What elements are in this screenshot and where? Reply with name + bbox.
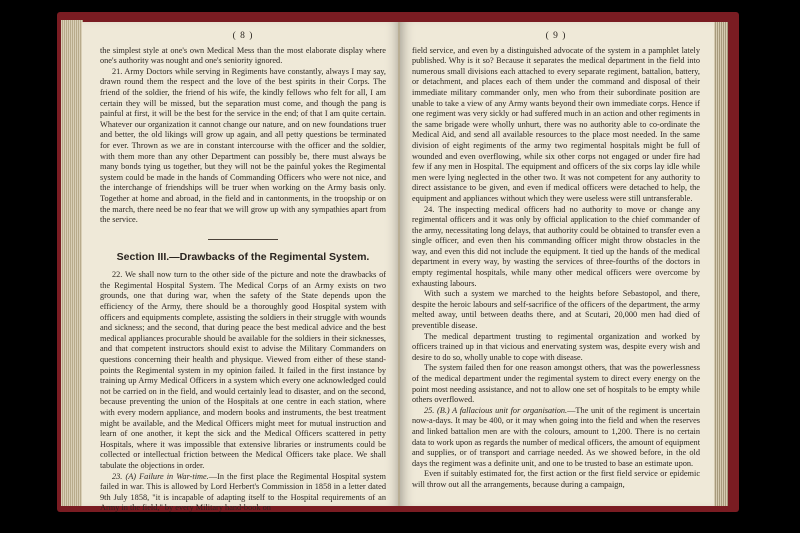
section-heading: Section III.—Drawbacks of the Regimental System. (116, 250, 370, 263)
paragraph-even-if: Even if suitably estimated for, the first action or the first field service or epidemic will throw out all the arrangements, because during a campaign, (412, 469, 700, 489)
right-page (400, 22, 714, 506)
paragraph-23 (100, 472, 386, 514)
page-number-right: ( 9 ) (545, 31, 567, 41)
page-number-left: ( 8 ) (232, 31, 254, 41)
paragraph-system-failed: The system failed then for one reason amongst others, that was the powerlessness of the medical department under the regimental system to direct every energy on the point most needing assistance, and not to allow one set of hospitals to be empty while others overflowed. (412, 363, 700, 405)
paragraph-medical-department: The medical department trusting to regimental organization and worked by officers trained up in that vicious and enervating system was, despite every wish and desire to do so, wholly unable to cope with disease. (412, 331, 700, 362)
page-edges-right (712, 22, 728, 506)
paragraph-24: 24. The inspecting medical officers had no authority to move or change any regimental officers and it was only by official application to the chief commander of the army, necessitating long delays, that authority could be obtained to transfer even a single officer, and even then his commanding officer might throw obstacles in the way, and even this did not include the equipment. It tied up the hands of the medical department in every way, by wasting the services of three-fourths of the doctors in empty regimental hospitals, while many other medical officers were overcome by exhausting labours. (412, 204, 700, 288)
paragraph-23-text: —In the first place the Regimental Hospital system failed in war. This is allowed by Lord Herbert's Commission in 1858 in a letter dated 9th July 1858, "it is incapable of adapting itself to the Hospital requirements of an Army in the field," by every Military hand-book on (100, 471, 387, 513)
paragraph-continued-right: field service, and even by a distinguished advocate of the system in a pamphlet lately published. Why is it so? Because it separates the medical department in the field into numerous small divisions each attached to every separate regiment, battalion, battery, or detachment, and places each of them under the command and disposal of their immediate military commander only, men who from their subordinate position are unable to take a view of any Army wants beyond their own immediate corps. Hence if one regiment was very sickly or had suffered much in an action and other regiments in the same brigade were wholly unhurt, there was no authority able to co-ordinate the Medical Aid, and send all available resources to the place most needed. In the same division of eight regiments of the army two regimental hospitals might be full of wounded and even overflowing, while six other corps not engaged or under fire had few if any men in Hospital. The equipment and officers of the six corps lay idle while men were lying neglected in the other two. It was not competent for any authority to direct assistance to be given, and even if medical officers were detached to help, the equipment and appliances without which they were useless were still untransferable. (412, 45, 700, 203)
left-page (82, 22, 400, 513)
paragraph-22: 22. We shall now turn to the other side of the picture and note the drawbacks of the Regimental Hospital System. The Medical Corps of an Army exists on two grounds, one that during war, when the safety of the State depends upon the efficiency of the Army, there should be a thoroughly good Hospital system with officers and equipments complete, assisting the soldiers in their struggle with wounds and sickness; and the second, that during peace the best medical advice and the best medical appliances procurable should be available for the soldiers in their sicknesses, and that competent instructors should exist to advise the Military Commanders on questions concerning their health and physique. Viewed from either of these stand-points the Regimental system in my opinion failed. It failed in the first instance by training up Army Medical Officers in a system which every one acknowledged could not be carried on in the field, and would certainly lead to disaster, and on the second, because preventing the union of the Hospitals at one centre in each station, where with every modern appliance, and modern books and instruments, the best treatment might be available, and the Medical Officers might meet for mutual instruction and learn of one another, it kept the sick and the Medical Officers scattered in petty Hospitals, where it was impossible that extensive libraries or instruments could be collected or intellectual friction between the Medical Officers take place. We shall tabulate the objections in order. (100, 270, 386, 470)
paragraph-25-text: —The unit of the regiment is uncertain now-a-days. It may be 400, or it may when going into the field and when the reserves and linked battalion men are with the colours, amount to 1,200. There is no certain data to work upon as regards the number of medical officers, the amount of equipment and supplies, or of transport and carriage needed. As we showed before, in the old days the regiment was a definite unit, and one to be trusted to base an estimate upon. (412, 405, 700, 468)
paragraph-sebastopol: With such a system we marched to the heights before Sebastopol, and there, despite the heroic labours and self-sacrifice of the officers of the department, the army melted away, until between deaths there, and at Scutari, 20,000 men had died of preventible disease. (412, 289, 700, 331)
paragraph-21: 21. Army Doctors while serving in Regiments have constantly, always I may say, drawn round them the respect and the love of the best spirits in their Corps. The friend of the soldier, the friend of his wife, the kindly fellows who felt for all, I am certain they will be missed, but the separation must come, and though the pang is painful at first, it will be the best for the service in the end; of that I am quite certain. Whatever our organization it cannot change our nature, and on new foundations truer and better, the old likings will grow up again, and all petty questions be terminated for ever. Thrown as we are in constant intercourse with the officer and the soldier, with them more than any other Department can possibly be, there must always be many bonds tying us together, but they will not be the painful yokes the Regimental system could be made in the hands of Commanding Officers who were not nice, and the interchange of friendships will be truer when working on the Army basis only. Together at home and abroad, in the field and in cantonments, in the troopship or on the march, there need be no fear that we will grow up with any sympathies apart from the service. (100, 66, 386, 225)
section-divider (208, 239, 278, 240)
paragraph-continued: the simplest style at one's own Medical Mess than the most elaborate display where one's authority was nought and one's seniority ignored. (100, 45, 386, 66)
page-edges-left (61, 20, 83, 506)
paragraph-25 (412, 406, 700, 470)
paragraph-23-label: 23. (A) Failure in War-time. (112, 471, 209, 481)
paragraph-25-label: 25. (B.) A fallacious unit for organisation. (424, 405, 568, 415)
